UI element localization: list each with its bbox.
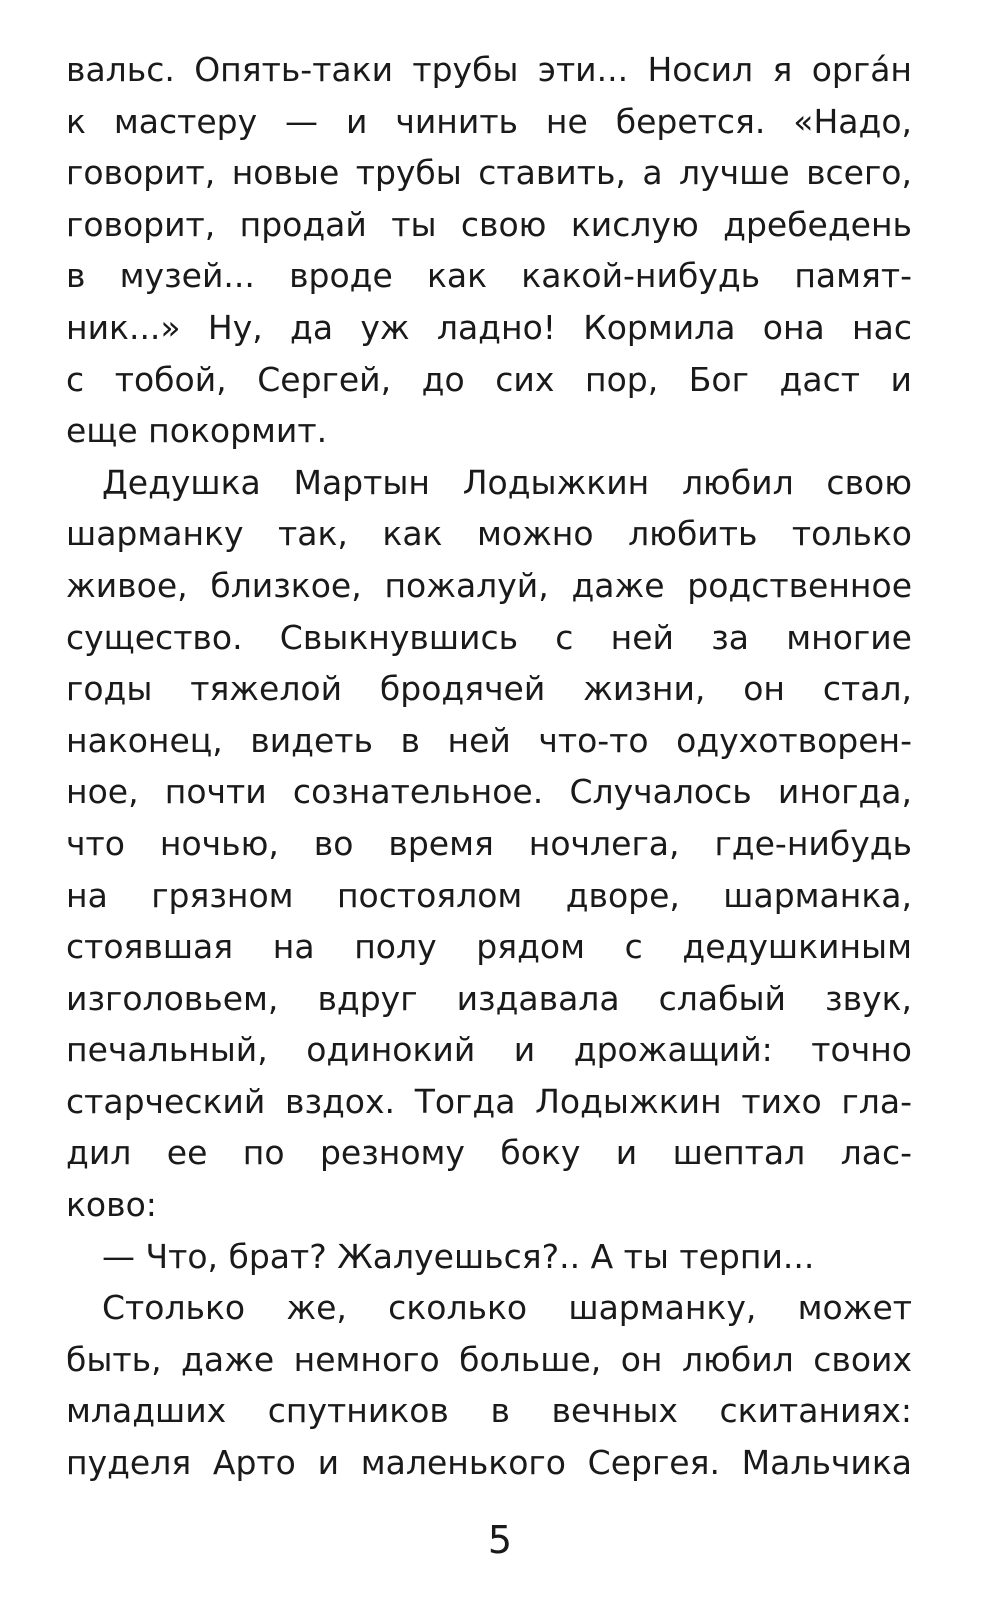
text-line: старческий вздох. Тогда Лодыжкин тихо гла- — [66, 1081, 912, 1121]
text-line: Столько же, сколько шарманку, может — [102, 1288, 912, 1328]
text-line: к мастеру — и чинить не берется. «Надо, — [66, 101, 912, 141]
body-text — [66, 44, 912, 1489]
text-line: что ночью, во время ночлега, где-нибудь — [66, 823, 912, 863]
text-line: ник...» Ну, да уж ладно! Кормила она нас — [66, 307, 912, 347]
text-line: говорит, новые трубы ставить, а лучше всего, — [66, 153, 912, 193]
text-line: вальс. Опять-таки трубы эти... Носил я орга́н — [66, 50, 912, 89]
text-line: дил ее по резному боку и шептал лас- — [66, 1133, 912, 1173]
text-line: стоявшая на полу рядом с дедушкиным — [66, 927, 912, 967]
text-line: Дедушка Мартын Лодыжкин любил свою — [102, 462, 912, 502]
dialogue-line: — Что, брат? Жалуешься?.. А ты терпи... — [102, 1236, 815, 1276]
text-line: годы тяжелой бродячей жизни, он стал, — [66, 669, 912, 709]
text-line: с тобой, Сергей, до сих пор, Бог даст и — [66, 359, 912, 399]
text-line: пуделя Арто и маленького Сергея. Мальчика — [66, 1443, 912, 1483]
text-line: шарманку так, как можно любить только — [66, 514, 912, 554]
text-line: на грязном постоялом дворе, шарманка, — [66, 875, 912, 915]
text-line: младших спутников в вечных скитаниях: — [66, 1391, 912, 1431]
text-line: еще покормит. — [66, 411, 328, 451]
text-line: быть, даже немного больше, он любил своих — [66, 1339, 912, 1379]
text-line: живое, близкое, пожалуй, даже родственное — [66, 565, 912, 605]
page-number: 5 — [487, 1518, 513, 1562]
text-line: существо. Свыкнувшись с ней за многие — [66, 617, 912, 657]
text-line: наконец, видеть в ней что-то одухотворен- — [66, 720, 912, 760]
text-line: в музей... вроде как какой-нибудь памят- — [66, 256, 912, 296]
text-line: говорит, продай ты свою кислую дребедень — [66, 204, 912, 244]
text-line: ное, почти сознательное. Случалось иногда, — [66, 772, 912, 812]
text-line: печальный, одинокий и дрожащий: точно — [66, 1030, 912, 1070]
text-line: изголовьем, вдруг издавала слабый звук, — [66, 978, 912, 1018]
text-line: ково: — [66, 1185, 157, 1225]
